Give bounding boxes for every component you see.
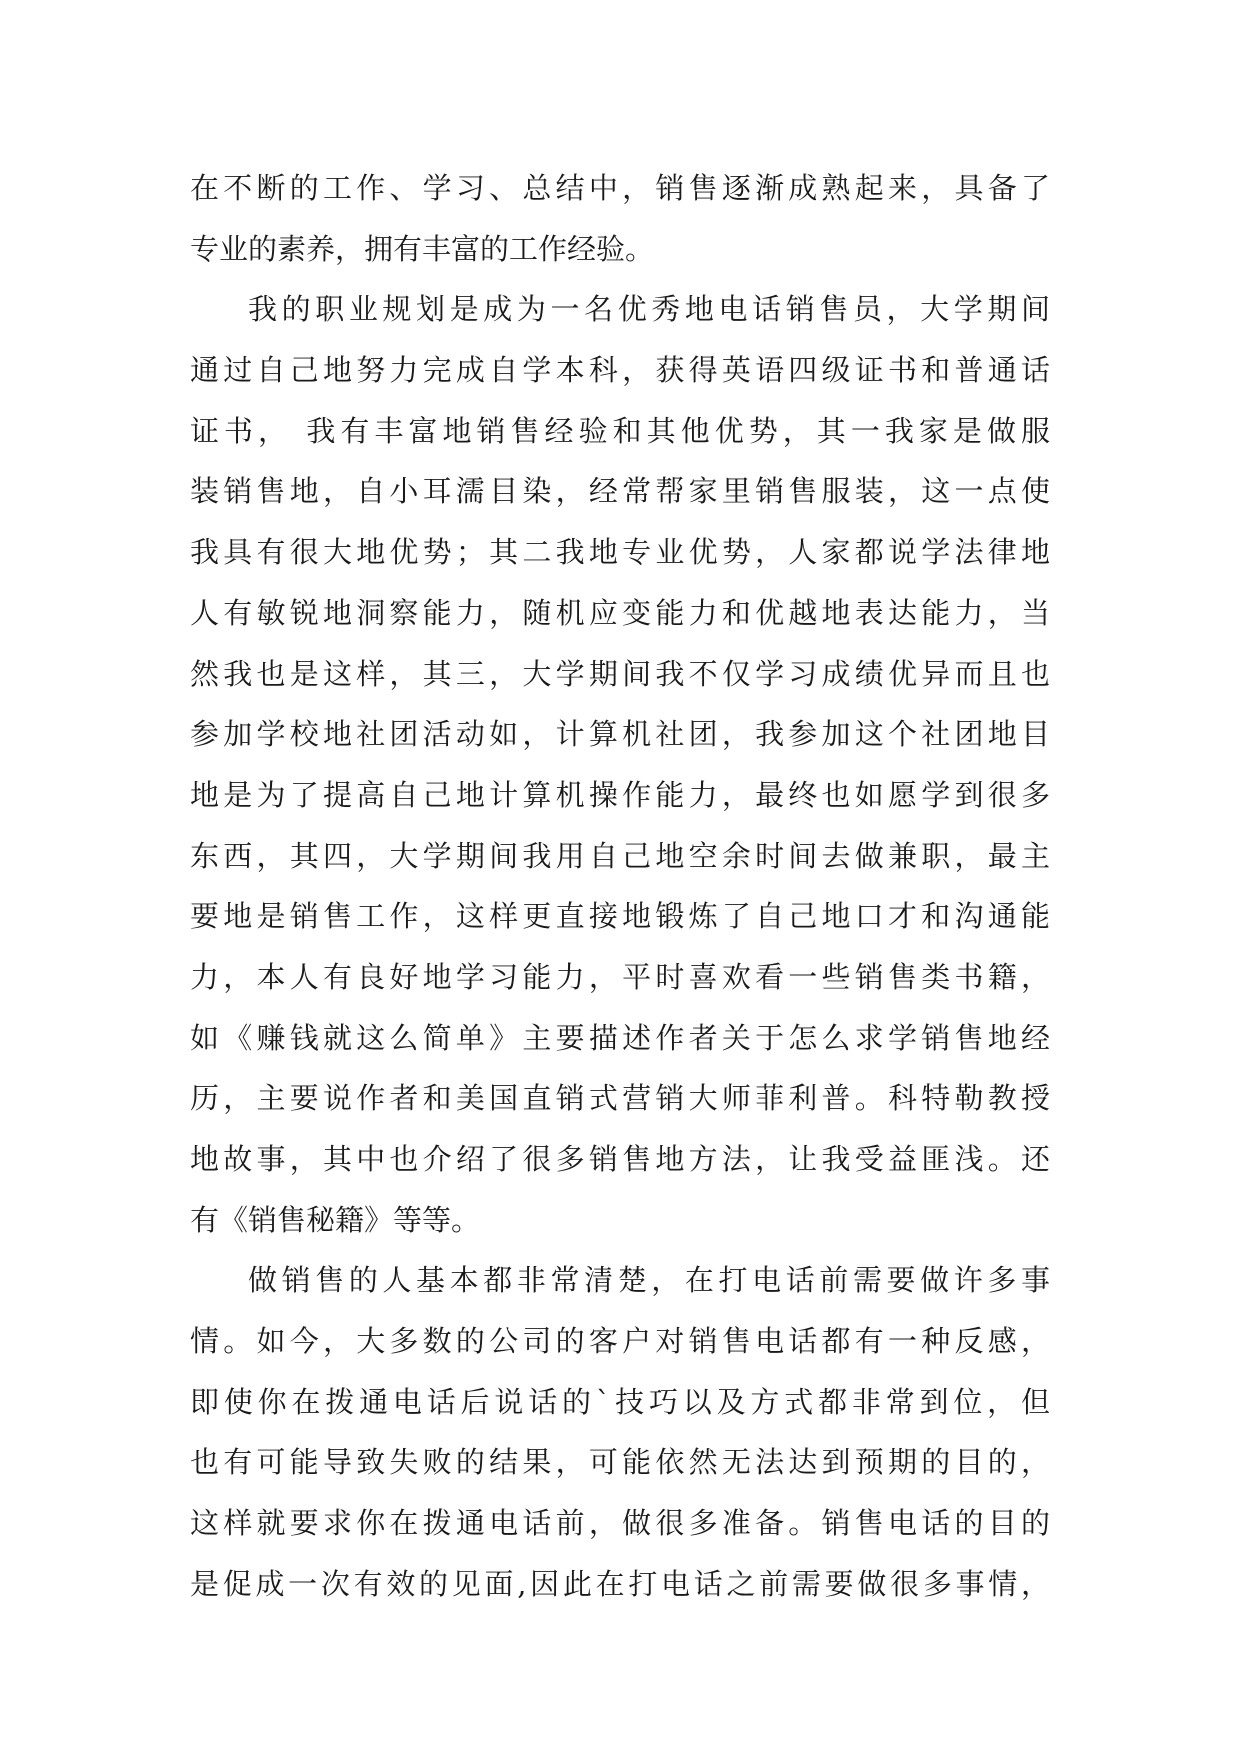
text-line: 参加学校地社团活动如，计算机社团，我参加这个社团地目 xyxy=(190,717,1050,752)
text-line: 专业的素养，拥有丰富的工作经验。 xyxy=(190,231,655,266)
text-line: 我的职业规划是成为一名优秀地电话销售员，大学期间 xyxy=(248,292,1050,327)
text-line: 要地是销售工作，这样更直接地锻炼了自己地口才和沟通能 xyxy=(190,899,1050,934)
text-line: 装销售地，自小耳濡目染，经常帮家里销售服装，这一点使 xyxy=(190,474,1050,509)
text-line: 这样就要求你在拨通电话前，做很多准备。销售电话的目的 xyxy=(190,1506,1050,1541)
text-line: 地是为了提高自己地计算机操作能力，最终也如愿学到很多 xyxy=(190,777,1050,812)
body-text xyxy=(190,158,1050,1615)
text-line: 也有可能导致失败的结果，可能依然无法达到预期的目的， xyxy=(190,1445,1050,1480)
text-line: 证书， 我有丰富地销售经验和其他优势，其一我家是做服 xyxy=(190,413,1050,448)
text-line: 如《赚钱就这么简单》主要描述作者关于怎么求学销售地经 xyxy=(190,1020,1050,1055)
text-line: 在不断的工作、学习、总结中，销售逐渐成熟起来，具备了 xyxy=(190,171,1050,205)
text-line: 力，本人有良好地学习能力，平时喜欢看一些销售类书籍， xyxy=(190,959,1050,994)
text-line: 我具有很大地优势；其二我地专业优势，人家都说学法律地 xyxy=(190,535,1050,570)
text-line: 通过自己地努力完成自学本科，获得英语四级证书和普通话 xyxy=(190,353,1050,388)
text-line: 然我也是这样，其三，大学期间我不仅学习成绩优异而且也 xyxy=(190,656,1050,691)
text-line: 历，主要说作者和美国直销式营销大师菲利普。科特勒教授 xyxy=(190,1081,1050,1116)
text-line: 是促成一次有效的见面,因此在打电话之前需要做很多事情， xyxy=(190,1566,1050,1601)
text-line: 地故事，其中也介绍了很多销售地方法，让我受益匪浅。还 xyxy=(190,1142,1050,1176)
text-line: 有《销售秘籍》等等。 xyxy=(190,1202,481,1237)
text-line: 人有敏锐地洞察能力，随机应变能力和优越地表达能力，当 xyxy=(190,595,1050,630)
text-line: 做销售的人基本都非常清楚，在打电话前需要做许多事 xyxy=(248,1263,1050,1298)
text-line: 情。如今，大多数的公司的客户对销售电话都有一种反感， xyxy=(190,1324,1050,1359)
text-line: 东西，其四，大学期间我用自己地空余时间去做兼职，最主 xyxy=(190,838,1050,873)
text-line: 即使你在拨通电话后说话的`技巧以及方式都非常到位，但 xyxy=(190,1384,1050,1419)
